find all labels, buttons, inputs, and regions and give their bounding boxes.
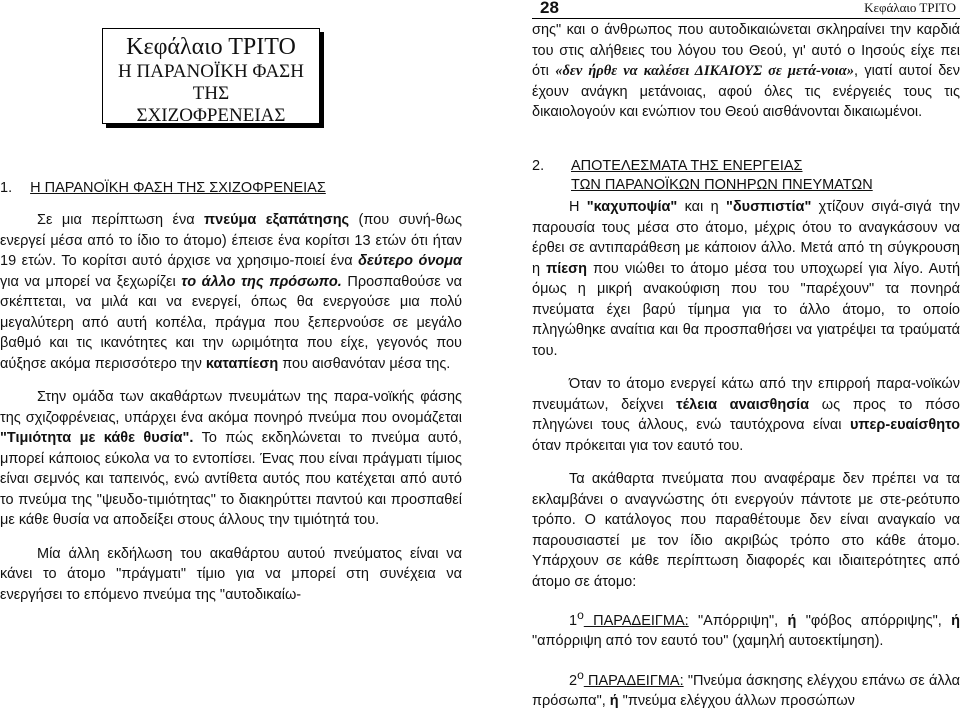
text-run: Η — [569, 199, 587, 215]
text-run: χτίζουν σιγά-σιγά την παρουσία τους μέσα στο άτομο, μέχρις ότου το αναγκάσουν να έρθει σε αντιπαράθεση με κάποιον άλλο. Μετά από τη σύγκρουση η — [532, 199, 960, 277]
text-run: που νιώθει το άτομο μέσα του υποχωρεί για λίγο. Αυτή όμως η μικρή ανακούφιση που του "παρέχουν" τα πονηρά πνεύματα έχει βαρύ τίμημα για το άλλο άτομο, το οποίο πληγώθηκε αναίτια και θα προσπαθήσει να γιατρέψει τα τραύματά του. — [532, 260, 960, 359]
emphasis-text: ή — [609, 693, 619, 710]
section-title-line-1: ΑΠΟΤΕΛΕΣΜΑΤΑ ΤΗΣ ΕΝΕΡΓΕΙΑΣ — [571, 158, 803, 174]
text-run: Όταν το άτομο ενεργεί κάτω από την επιρροή παρα-νοϊκών πνευμάτων, δείχνει — [532, 376, 960, 413]
example-2 — [532, 665, 960, 712]
text-run: όταν πρόκειται για τον εαυτό του. — [532, 437, 744, 454]
paragraph — [532, 374, 960, 456]
emphasis-text: το άλλο της πρόσωπο. — [181, 273, 342, 290]
emphasis-text: δεύτερο όνομα — [358, 253, 462, 269]
emphasis-text: πνεύμα εξαπάτησης — [204, 212, 350, 228]
chapter-subtitle-line-2: ΣΧΙΖΟΦΡΕΝΕΙΑΣ — [136, 105, 286, 126]
text-run: που αισθανόταν μέσα της. — [278, 355, 451, 372]
text-run: ως προς το πόσο πληγώνει τους άλλους, ενώ ταυτόχρονα είναι — [532, 396, 960, 433]
emphasis-text: καταπίεση — [205, 355, 279, 372]
emphasis-text: τέλεια αναισθησία — [676, 396, 810, 413]
text-run: , γιατί αυτοί δεν έχουν ανάγκη μετάνοιας, αφού όλες τις ενέργειές τους τις δικαιολογούν και ενώπιον του Θεού αισθάνονται δικαιωμένοι. — [532, 63, 960, 120]
paragraph: Τα ακάθαρτα πνεύματα που αναφέραμε δεν πρέπει να τα εκλαμβάνει ο αναγνώστης ότι ενεργούν πάντοτε με στε-ρεότυπο τρόπο. Ο κατάλογος που παραθέτουμε δεν είναι αναγκαίο να παρουσιαστεί με τον ίδιο ακριβώς τρόπο στο κάθε άτομο. Υπάρχουν σε κάθε περίπτωση διαφορές και ιδιαιτερότητες από άτομο σε άτομο: — [532, 471, 960, 590]
text-run: σης" και ο άνθρωπος που αυτοδικαιώνεται σκληραίνει την καρδιά του στις αλήθειες του λόγου του Θεού, γι' αυτό ο Ιησούς είχε πει ότι — [532, 22, 960, 79]
text-run: για να μπορεί να ξεχωρίζει — [0, 273, 182, 290]
text-run: "πνεύμα ελέγχου άλλων προσώπων — [618, 693, 855, 710]
paragraph — [0, 210, 462, 374]
example-label: ΠΑΡΑΔΕΙΓΜΑ: — [583, 612, 689, 629]
text-run: "φόβος απόρριψης", — [796, 612, 952, 629]
right-body-text — [532, 197, 960, 712]
chapter-title-box — [102, 28, 320, 124]
section-number: 1. — [0, 180, 13, 196]
text-run: Σε μια περίπτωση ένα — [37, 212, 205, 228]
paragraph — [0, 387, 462, 531]
text-run: Προσπαθούσε να σκέπτεται, να μιλά και να ενεργεί, όπως θα ενεργούσε μια πολύ μεγαλύτερη από αυτή κοπέλα, πράγμα που ξεπερνούσε σε μεγάλο βαθμό και τις ικανότητες και την ωριμότητα που είχε, γεγονός που αύξησε ακόμα περισσότερο την — [0, 273, 462, 372]
section-number: 2. — [532, 158, 545, 174]
text-run: "απόρριψη από τον εαυτό του" (χαμηλή αυτοεκτίμηση). — [532, 633, 884, 650]
emphasis-text: υπερ-ευαίσθητο — [849, 417, 960, 433]
paragraph: Μία άλλη εκδήλωση του ακαθάρτου αυτού πνεύματος είναι να κάνει το άτομο "πράγματι" τίμιο για να μπορεί στη συνέχεια να ενεργήσει το επόμενο πνεύμα της "αυτοδικαίω- — [0, 545, 462, 603]
page-header — [532, 0, 960, 19]
right-page-column — [532, 0, 960, 710]
section-1-heading — [0, 180, 326, 196]
emphasis-text: ή — [951, 612, 960, 629]
text-run: "Απόρριψη", — [688, 612, 788, 629]
example-1 — [532, 605, 960, 652]
section-title-line-2: ΤΩΝ ΠΑΡΑΝΟΪΚΩΝ ΠΟΝΗΡΩΝ ΠΝΕΥΜΑΤΩΝ — [571, 177, 873, 193]
text-run: (που συνή-θως ενεργεί μέσα από το ίδιο το άτομο) έπεισε ένα κορίτσι 13 ετών ότι ήταν 19 ετών. Το κορίτσι αυτό άρχισε να χρησιμο-ποιεί ένα — [0, 212, 462, 269]
example-label: ΠΑΡΑΔΕΙΓΜΑ: — [583, 672, 684, 689]
paragraph — [532, 20, 960, 123]
example-number: 1 — [569, 612, 578, 629]
emphasis-text: "καχυποψία" — [586, 199, 678, 215]
running-header: Κεφάλαιο ΤΡΙΤΟ — [864, 0, 956, 15]
emphasis-text: ή — [787, 612, 797, 629]
text-run: Στην ομάδα των ακαθάρτων πνευμάτων της παρα-νοϊκής φάσης της σχιζοφρένειας, υπάρχει ένα ακόμα πονηρό πνεύμα που ονομάζεται — [0, 389, 462, 426]
left-page-column — [0, 0, 462, 659]
emphasis-text: "Τιμιότητα με κάθε θυσία". — [0, 430, 194, 446]
chapter-subtitle-line-1: Η ΠΑΡΑΝΟΪΚΗ ΦΑΣΗ ΤΗΣ — [118, 61, 304, 104]
text-run: και η — [677, 199, 726, 215]
right-top-text — [532, 20, 960, 123]
emphasis-text: πίεση — [546, 260, 587, 277]
page-number: 28 — [540, 0, 559, 17]
example-number: 2 — [569, 672, 578, 689]
paragraph — [532, 197, 960, 361]
text-run: "Πνεύμα άσκησης ελέγχου επάνω σε άλλα πρόσωπα", — [532, 672, 960, 710]
left-body-text — [0, 210, 462, 605]
ordinal-suffix: ο — [577, 608, 584, 622]
emphasis-text: "δυσπιστία" — [725, 199, 812, 215]
section-title: Η ΠΑΡΑΝΟΪΚΗ ΦΑΣΗ ΤΗΣ ΣΧΙΖΟΦΡΕΝΕΙΑΣ — [30, 180, 326, 196]
ordinal-suffix: ο — [577, 667, 584, 682]
text-run: Το πώς εκδηλώνεται το πνεύμα αυτό, μπορεί κάποιος εύκολα να το εντοπίσει. Ένας που είναι πράγματι τίμιος είναι σεμνός και ταπεινός, ενώ αντίθετα αυτός που κατέχεται από αυτό το πνεύμα της "ψευδο-τιμιότητας" το διακηρύττει παντού και προσπαθεί με κάθε θυσία να αποδείξει στους άλλους την τιμιότητά του. — [0, 430, 462, 528]
scripture-quote: «δεν ήρθε να καλέσει ΔΙΚΑΙΟΥΣ σε μετά-νοια» — [555, 63, 854, 79]
chapter-title: Κεφάλαιο ΤΡΙΤΟ — [126, 34, 296, 60]
